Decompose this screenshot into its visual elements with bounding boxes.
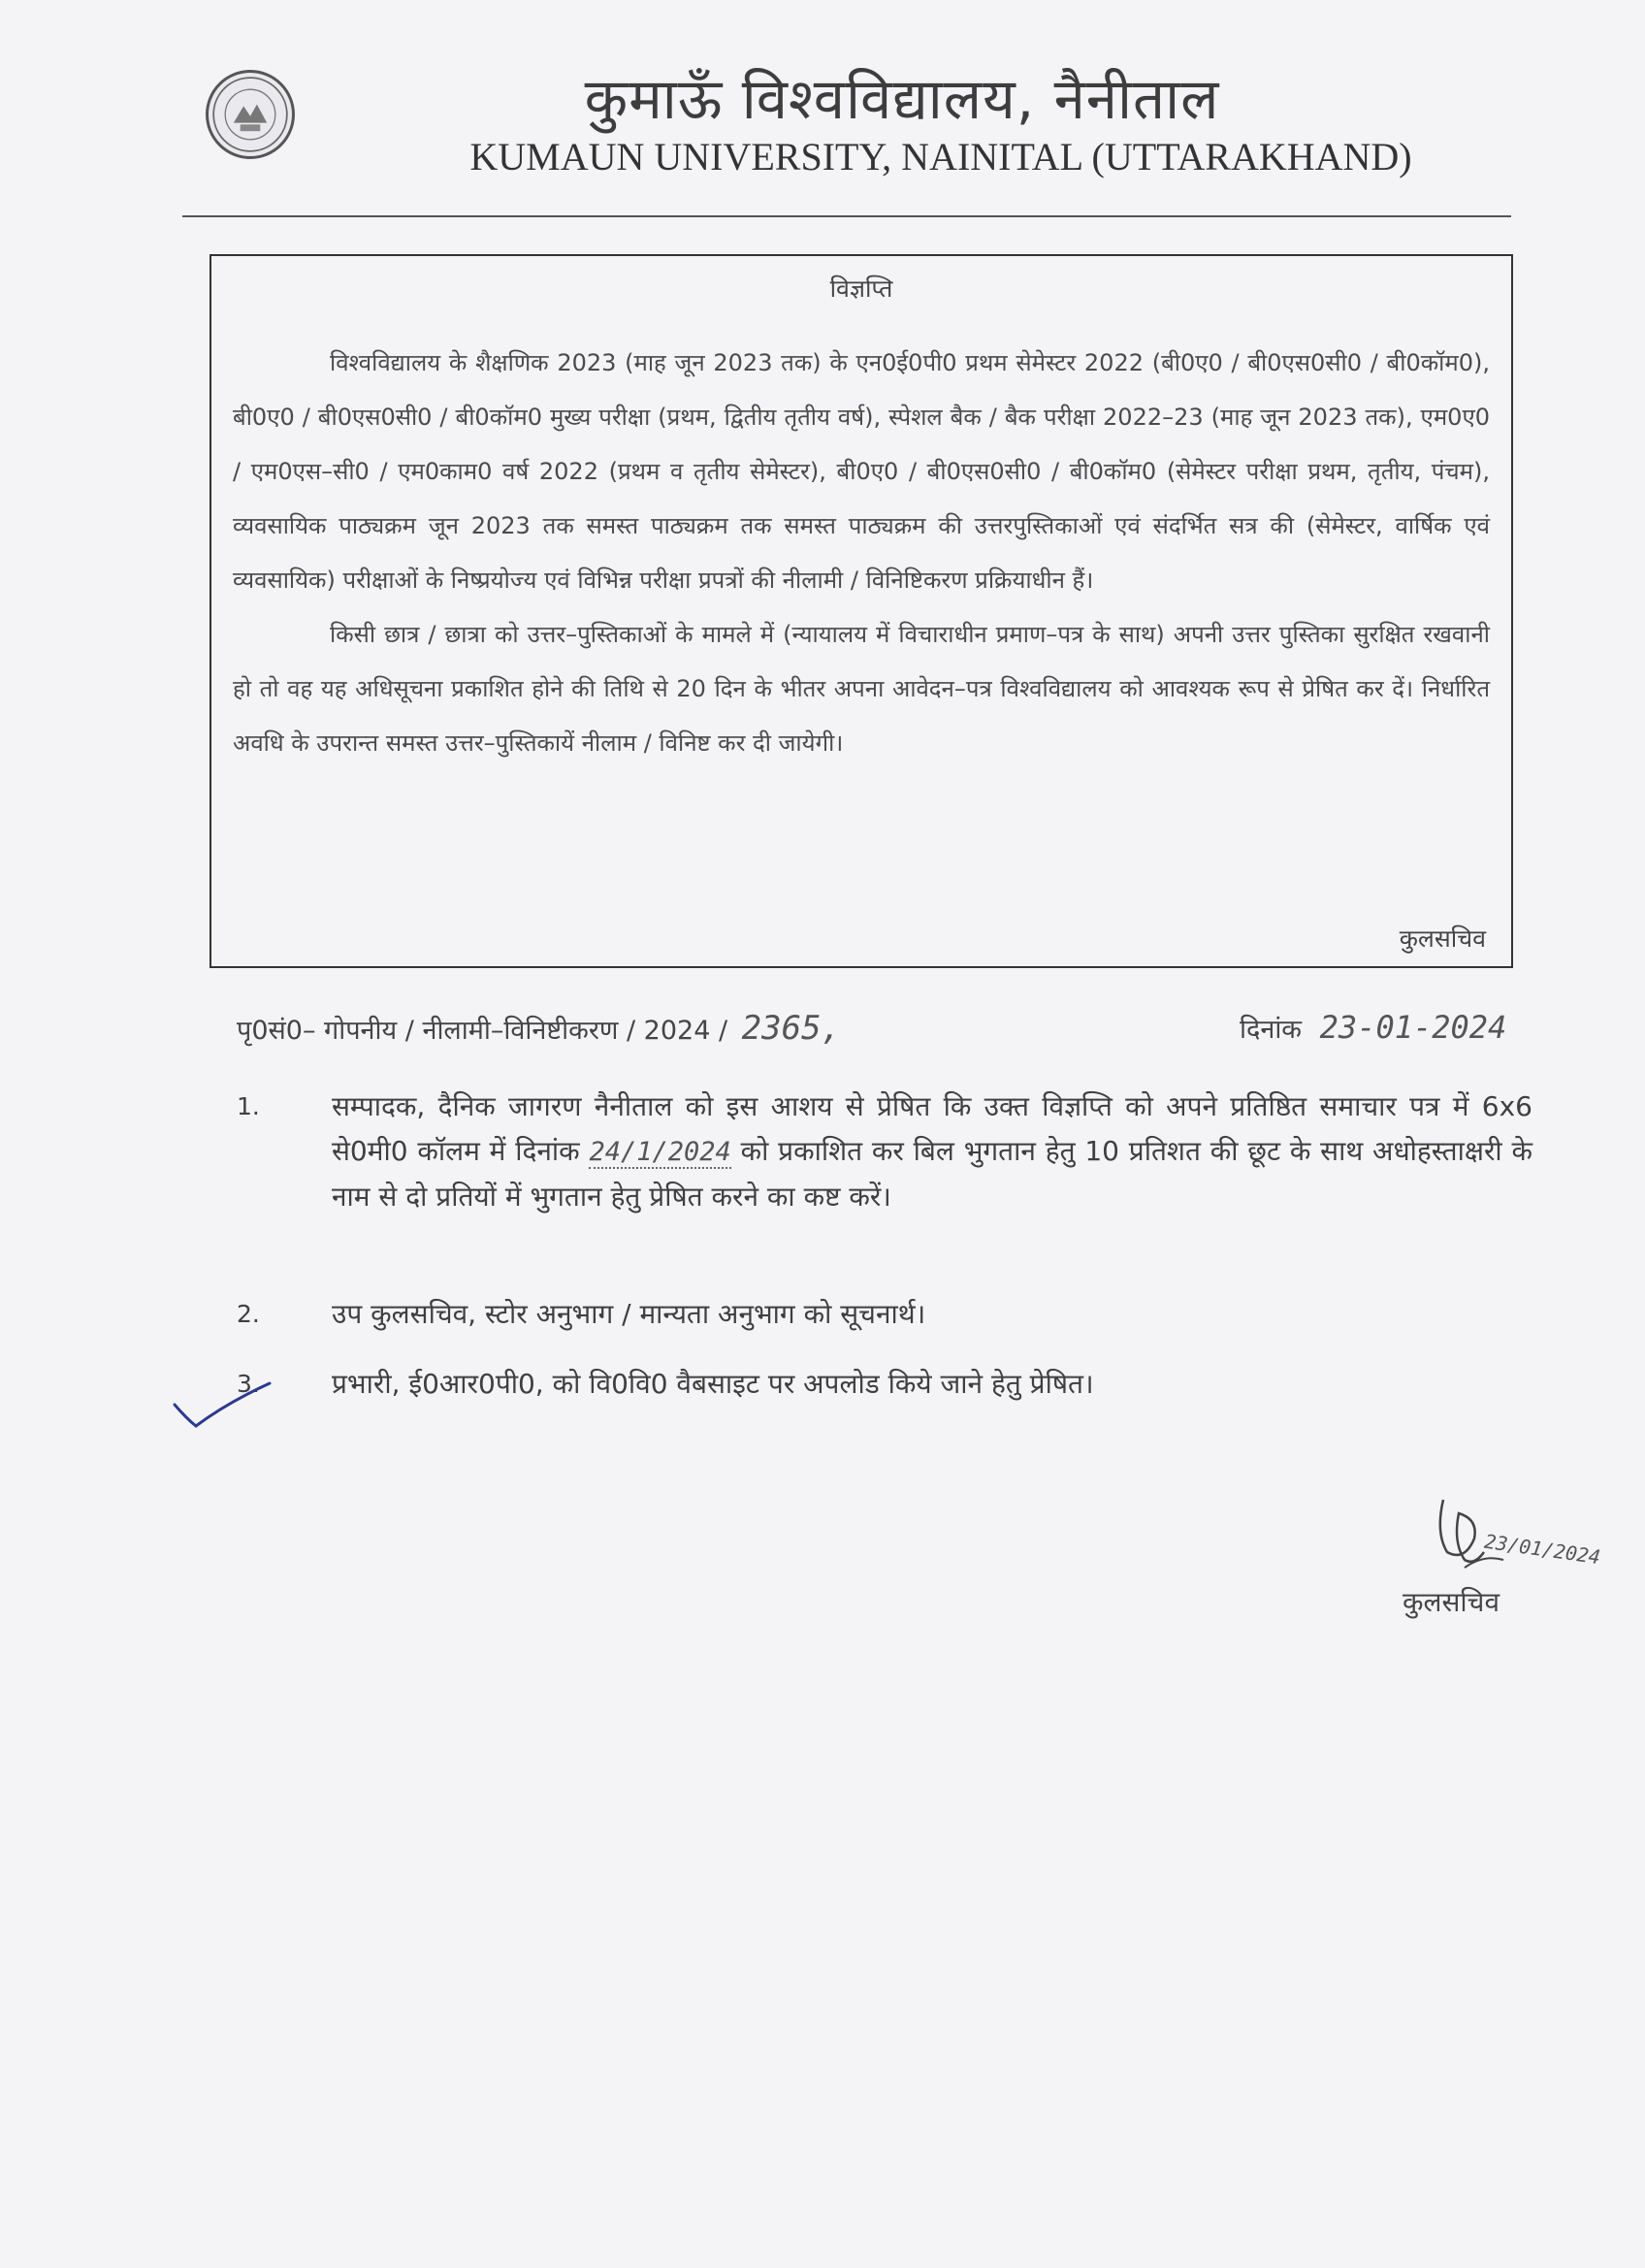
item-text-after: को प्रकाशित कर बिल भुगतान हेतु 10 प्रतिशत की छूट के साथ अधोहस्ताक्षरी के नाम से दो प्रतियों में भुगतान हेतु प्रेषित करने का कष्ट करें। [332, 1135, 1532, 1213]
signatory-label: कुलसचिव [1403, 1586, 1500, 1618]
date-label: दिनांक [1240, 1015, 1303, 1045]
notice-heading: विज्ञप्ति [829, 275, 893, 303]
distribution-item-3 [237, 1362, 1532, 1407]
signature-date: 23/01/2024 [1482, 1529, 1602, 1570]
item-text [332, 1085, 1532, 1219]
item-number: 1. [237, 1092, 260, 1120]
notice-box [210, 254, 1513, 968]
distribution-item-1 [237, 1085, 1532, 1219]
reference-prefix: पृ0सं0– गोपनीय / नीलामी–विनिष्टीकरण / 2024 / [237, 1016, 728, 1046]
date-value: 23-01-2024 [1319, 1009, 1507, 1046]
handwritten-publish-date: 24/1/2024 [589, 1137, 731, 1167]
notice-signatory: कुलसचिव [1399, 924, 1486, 953]
notice-paragraph-1: विश्वविद्यालय के शैक्षणिक 2023 (माह जून 2023 तक) के एन0ई0पी0 प्रथम सेमेस्टर 2022 (बी0ए0 / बी0एस0सी0 / बी0कॉम0), बी0ए0 / बी0एस0सी0 / बी0कॉम0 मुख्य परीक्षा (प्रथम, द्वितीय तृतीय वर्ष), स्पेशल बैक / बैक परीक्षा 2022–23 (माह जून 2023 तक), एम0ए0 / एम0एस–सी0 / एम0काम0 वर्ष 2022 (प्रथम व तृतीय सेमेस्टर), बी0ए0 / बी0एस0सी0 / बी0कॉम0 (सेमेस्टर परीक्षा प्रथम, तृतीय, पंचम), व्यवसायिक पाठ्यक्रम जून 2023 तक समस्त पाठ्यक्रम तक समस्त पाठ्यक्रम की उत्तरपुस्तिकाओं एवं संदर्भित सत्र की (सेमेस्टर, वार्षिक एवं व्यवसायिक) परीक्षाओं के निष्प्रयोज्य एवं विभिन्न परीक्षा प्रपत्रों की नीलामी / विनिष्टिकरण प्रक्रियाधीन हैं। [233, 349, 1490, 594]
item-text: प्रभारी, ई0आर0पी0, को वि0वि0 वैबसाइट पर अपलोड किये जाने हेतु प्रेषित। [332, 1368, 1094, 1400]
item-number: 2. [237, 1300, 260, 1328]
university-seal-icon [206, 70, 295, 159]
university-name-hindi: कुमाऊँ विश्वविद्यालय, नैनीताल [584, 66, 1220, 132]
notice-paragraph-2: किसी छात्र / छात्रा को उत्तर–पुस्तिकाओं के मामले में (न्यायालय में विचाराधीन प्रमाण–पत्र के साथ) अपनी उत्तर पुस्तिका सुरक्षित रखवानी हो तो वह यह अधिसूचना प्रकाशित होने की तिथि से 20 दिन के भीतर अपना आवेदन–पत्र विश्वविद्यालय को आवश्यक रूप से प्रेषित कर दें। निर्धारित अवधि के उपरान्त समस्त उत्तर–पुस्तिकायें नीलाम / विनिष्ट कर दी जायेगी। [233, 621, 1490, 757]
item-text-before: सम्पादक, दैनिक जागरण नैनीताल को इस आशय से प्रेषित कि उक्त विज्ञप्ति को अपने प्रतिष्ठित समाचार पत्र में 6x6 से0मी0 कॉलम में दिनांक [332, 1090, 1532, 1167]
header-divider [182, 215, 1511, 217]
check-mark-icon [169, 1376, 275, 1434]
reference-number: 2365, [741, 1009, 842, 1048]
reference-number-line [237, 1009, 841, 1048]
notice-body [233, 336, 1490, 770]
item-text: उप कुलसचिव, स्टोर अनुभाग / मान्यता अनुभाग को सूचनार्थ। [332, 1298, 926, 1330]
item-number: 3. [237, 1370, 260, 1398]
university-name-english: KUMAUN UNIVERSITY, NAINITAL (UTTARAKHAND) [469, 135, 1412, 178]
reference-date-line [1240, 1009, 1506, 1046]
distribution-item-2 [237, 1292, 1532, 1337]
